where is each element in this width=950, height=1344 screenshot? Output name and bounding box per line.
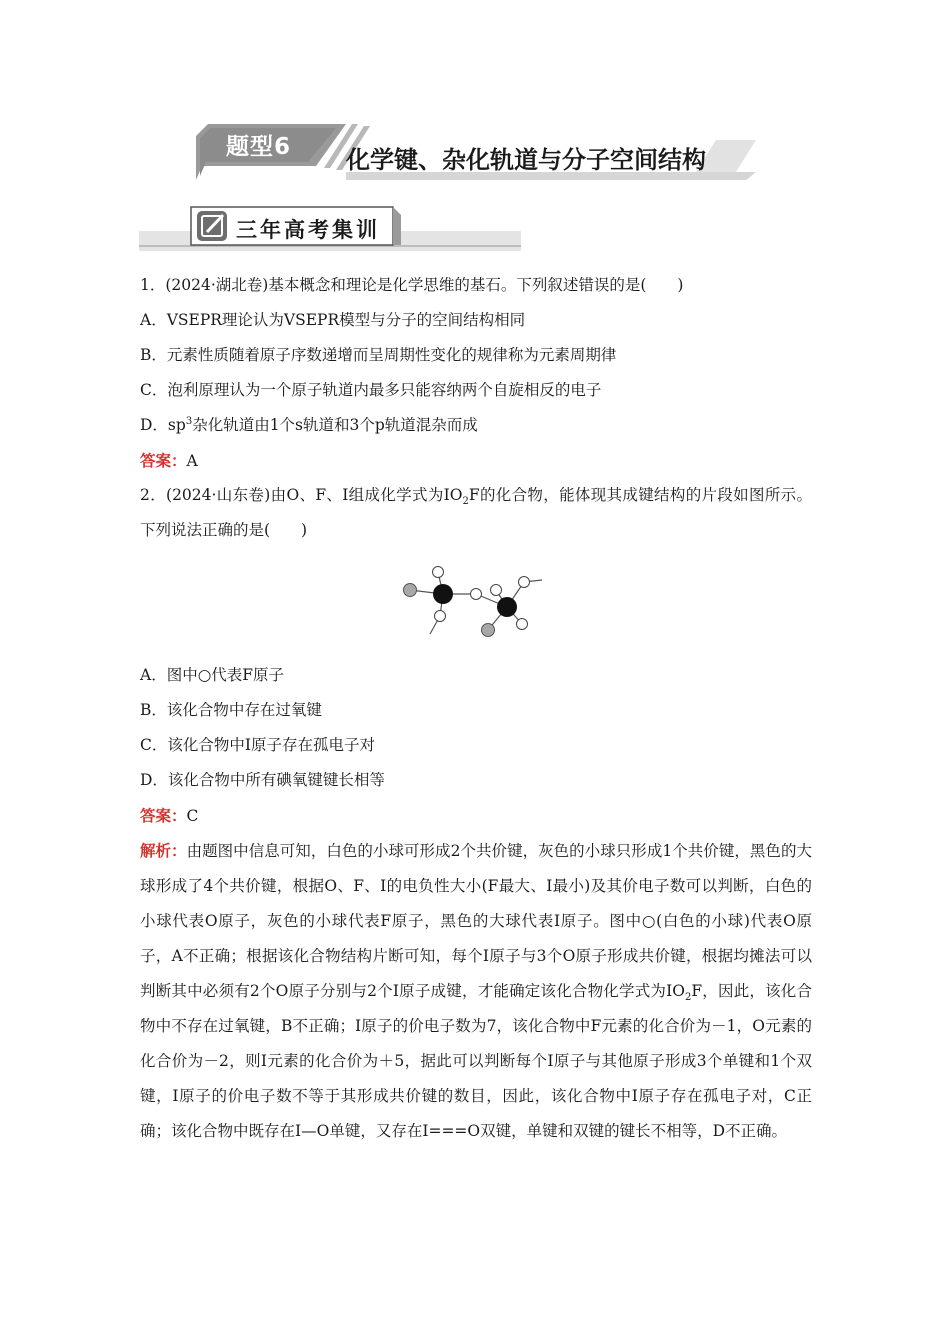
answer-value: A bbox=[186, 452, 198, 470]
question-content bbox=[140, 268, 812, 1149]
topic-badge: 题型6 bbox=[226, 134, 292, 160]
q2-analysis: 解析：由题图中信息可知，白色的小球可形成2个共价键，灰色的小球只形成1个共价键，黑色的大球形成了4个共价键，根据O、F、I的电负性大小(F最大、I最小)及其价电子数可以判断，白色的小球代表O原子，灰色的小球代表F原子，黑色的大球代表I原子。图中○(白色的小球)代表O原子，A不正确；根据该化合物结构片断可知，每个I原子与3个O原子形成共价键，根据均摊法可以判断其中必须有2个O原子分别与2个I原子成键，才能确定该化合物化学式为$IO_2F$，因此，该化合物中不存在过氧键，B不正确；I原子的价电子数为7，该化合物中F元素的化合价为－1，O元素的化合价为－2，则I元素的化合价为＋5，据此可以判断每个I原子与其他原子形成3个单键和1个双键，I原子的价电子数不等于其形成共价键的数目，因此，该化合物中I原子存在孤电子对，C正确；该化合物中既存在I—O单键，又存在I===O双键，单键和双键的键长不相等，D不正确。 bbox=[140, 841, 812, 1140]
q1-option-c: C．泡利原理认为一个原子轨道内最多只能容纳两个自旋相反的电子 bbox=[140, 381, 602, 399]
topic-banner bbox=[196, 118, 756, 180]
q1-option-d: D．$sp^3$杂化轨道由1个s轨道和3个p轨道混杂而成 bbox=[140, 415, 478, 434]
q2-option-c: C．该化合物中I原子存在孤电子对 bbox=[140, 736, 375, 754]
molecule-figure bbox=[140, 554, 812, 654]
q1-option-b: B．元素性质随着原子序数递增而呈周期性变化的规律称为元素周期律 bbox=[140, 346, 617, 364]
section-title: 三年高考集训 bbox=[236, 218, 380, 242]
q2-option-a: A．图中○代表F原子 bbox=[140, 666, 284, 684]
q2-option-d: D．该化合物中所有碘氧键键长相等 bbox=[140, 771, 385, 789]
q1-answer bbox=[140, 443, 812, 478]
section-header bbox=[139, 205, 521, 251]
answer-value: C bbox=[186, 807, 199, 825]
molecule-structure-diagram bbox=[398, 554, 558, 654]
q1-stem: 1．(2024·湖北卷)基本概念和理论是化学思维的基石。下列叙述错误的是( ) bbox=[140, 276, 684, 294]
q2-answer bbox=[140, 798, 812, 833]
topic-title: 化学键、杂化轨道与分子空间结构 bbox=[346, 146, 706, 174]
q1-option-a: A．VSEPR理论认为VSEPR模型与分子的空间结构相同 bbox=[140, 311, 526, 329]
q2-option-b: B．该化合物中存在过氧键 bbox=[140, 701, 322, 719]
q2-stem: 2．(2024·山东卷)由O、F、I组成化学式为$IO_2F$的化合物，能体现其成键结构的片段如图所示。下列说法正确的是( ) bbox=[140, 486, 812, 539]
analysis-label: 解析： bbox=[140, 841, 187, 860]
answer-label: 答案： bbox=[140, 451, 187, 470]
pencil-edit-icon bbox=[197, 211, 227, 241]
answer-label: 答案： bbox=[140, 806, 187, 825]
